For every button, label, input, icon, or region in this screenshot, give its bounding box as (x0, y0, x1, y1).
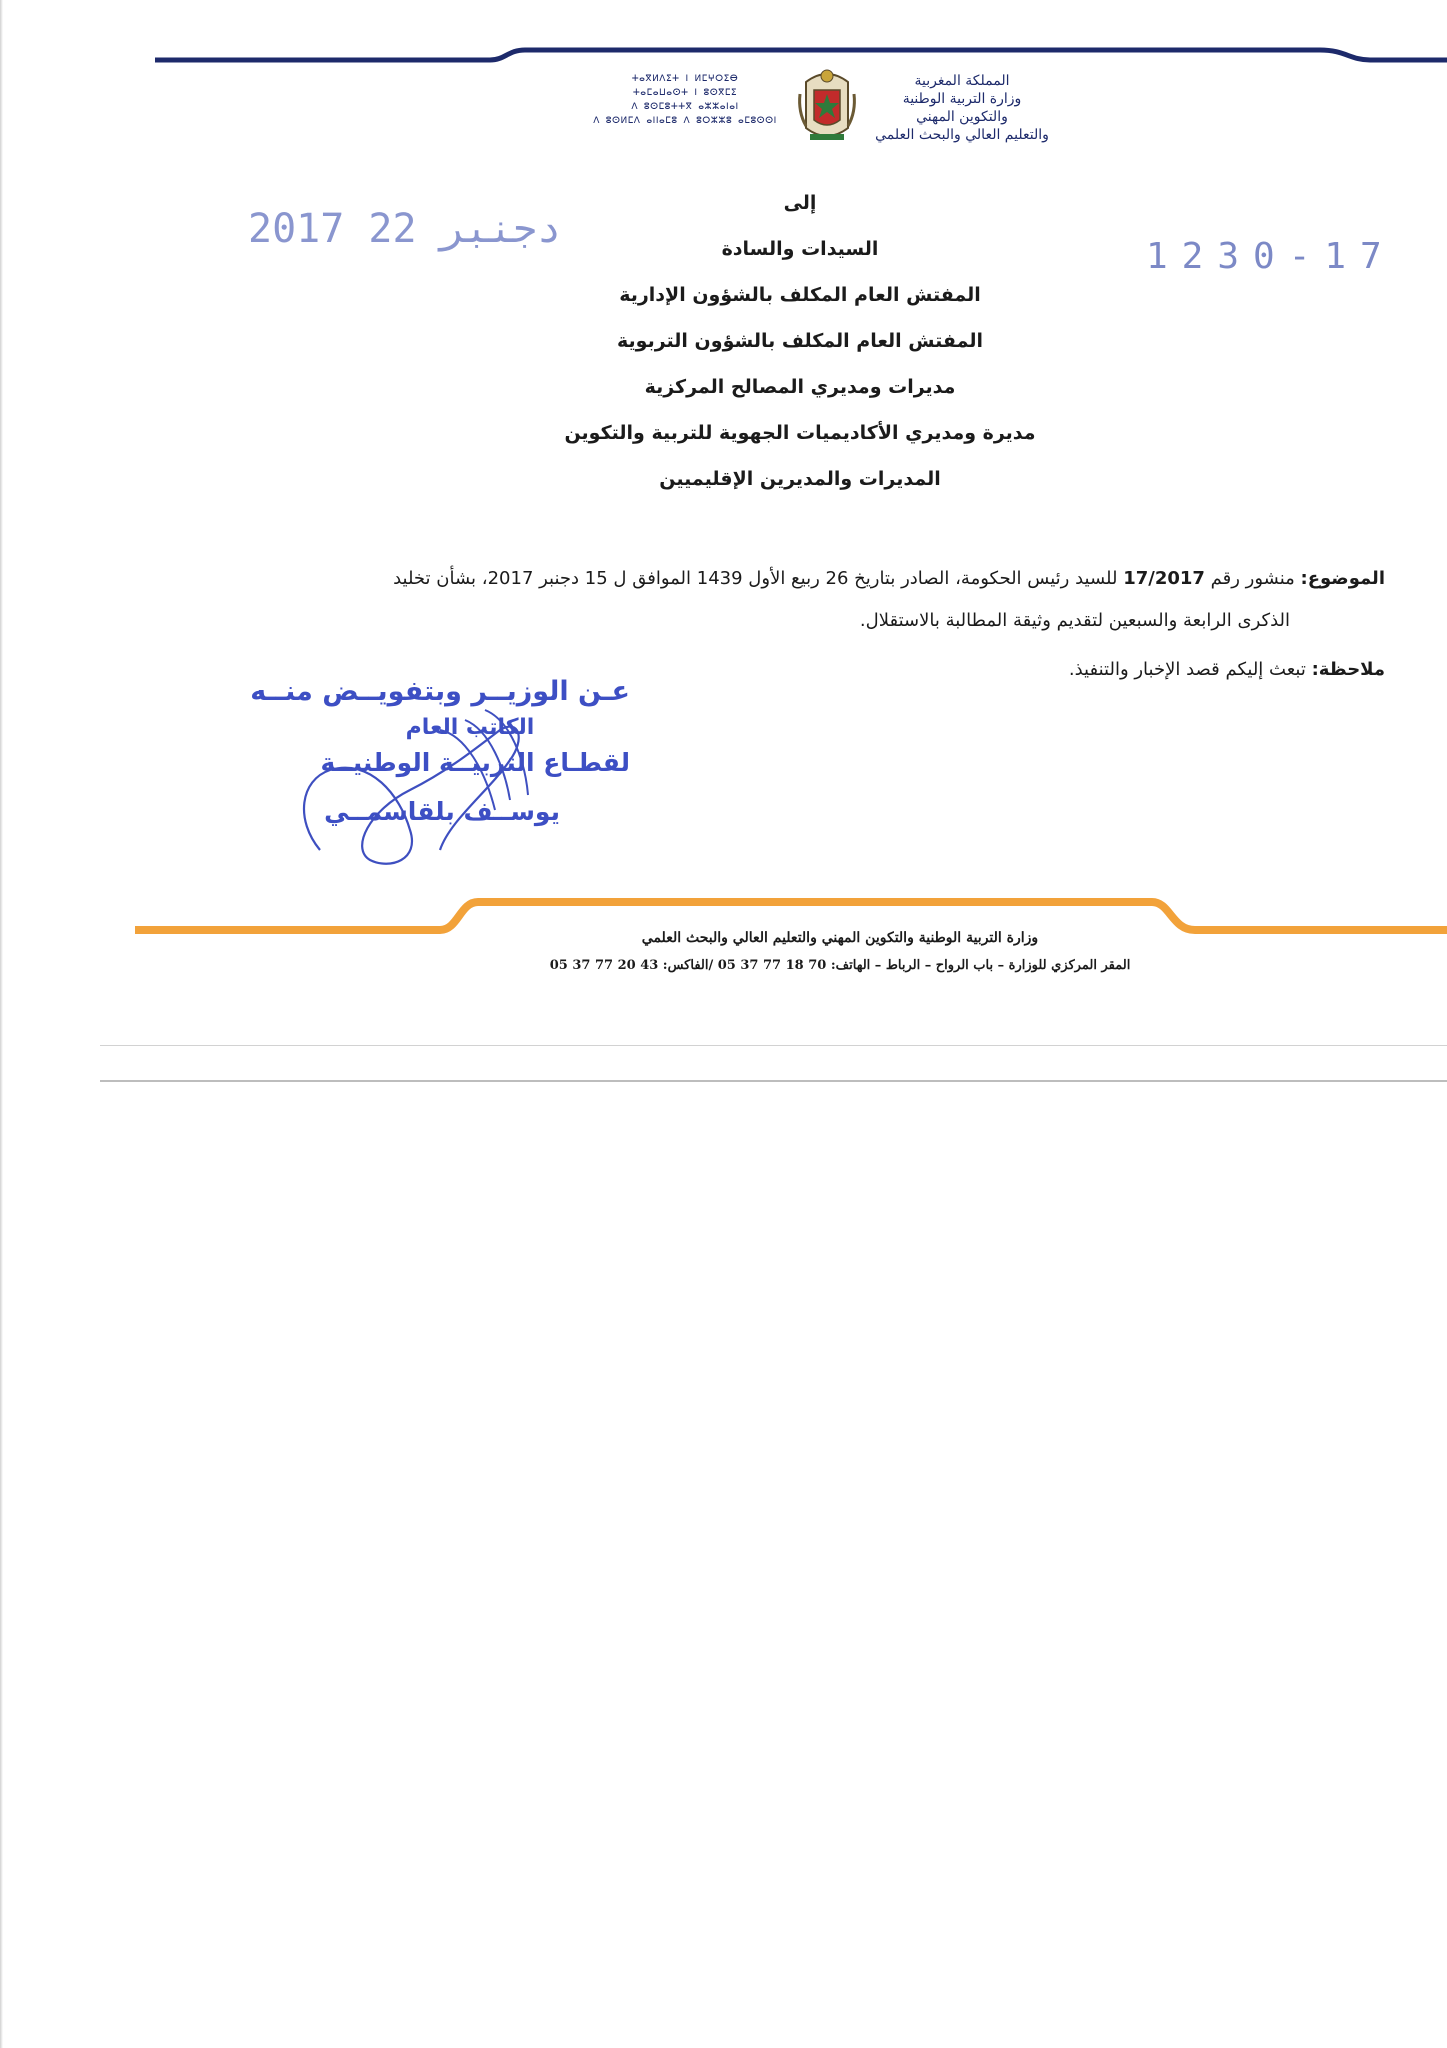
fold-line (100, 1080, 1447, 1082)
footer-address (400, 924, 1280, 980)
recipient-line: المفتش العام المكلف بالشؤون التربوية (617, 330, 983, 352)
signature-line-3: لقطـاع التربيــة الوطنيــة (320, 748, 630, 777)
recipients-block (420, 180, 1180, 502)
tifinagh-line: ⵜⴰⵎⴰⵡⴰⵙⵜ ⵏ ⵓⵙⴳⵎⵉ (632, 88, 738, 98)
signature-line-4: يوســف بلقاسمــي (324, 797, 560, 826)
scan-edge (0, 0, 3, 2048)
footer-contact: المقر المركزي للوزارة – باب الرواح – الرباط – الهاتف: 70 18 77 37 05 /الفاكس: 43 20 77 37 05 (549, 958, 1131, 973)
subject-prefix: منشور رقم (1210, 568, 1295, 589)
handwritten-signature (290, 700, 650, 880)
signature-line-2: الكاتب العام (405, 715, 535, 740)
tifinagh-line: ⴷ ⵓⵙⵍⵎⴷ ⴰⵏⵏⴰⵎⵓ ⴷ ⵓⵔⵣⵣⵓ ⴰⵎⵓⵙⵙⵏ (593, 116, 777, 126)
recipient-line: السيدات والسادة (721, 238, 879, 260)
coat-of-arms-icon (796, 64, 858, 146)
tifinagh-line: ⴷ ⵓⵙⵎⵓⵜⵜⴳ ⴰⵣⵣⴰⵏⴰⵏ (631, 102, 739, 112)
arabic-heading (862, 72, 1062, 144)
recipient-line: مديرة ومديري الأكاديميات الجهوية للتربية والتكوين (564, 422, 1036, 444)
arabic-heading-line: وزارة التربية الوطنية (902, 91, 1022, 107)
subject-label: الموضوع: (1300, 568, 1385, 589)
subject-text-1: للسيد رئيس الحكومة، الصادر بتاريخ 26 ربيع الأول 1439 الموافق ل 15 دجنبر 2017، بشأن تخليد (393, 568, 1118, 589)
tifinagh-heading (580, 72, 790, 128)
recipient-line: المفتش العام المكلف بالشؤون الإدارية (619, 284, 981, 306)
recipient-line: مديرات ومديري المصالح المركزية (644, 376, 956, 398)
to-label: إلى (783, 192, 817, 214)
arabic-heading-line: والتعليم العالي والبحث العلمي (875, 127, 1049, 143)
arabic-heading-line: والتكوين المهني (916, 109, 1008, 125)
note-text: تبعث إليكم قصد الإخبار والتنفيذ. (1068, 659, 1306, 680)
subject-line-1 (200, 558, 1385, 600)
signature-line-1: عـن الوزيــر وبتفويــض منــه (250, 676, 630, 707)
note-label: ملاحظة: (1311, 659, 1385, 680)
recipient-line: المديرات والمديرين الإقليميين (659, 468, 941, 490)
subject-paragraph (200, 558, 1385, 642)
date-stamp: 2017 دجنبر 22 (248, 206, 562, 252)
footer-ministry: وزارة التربية الوطنية والتكوين المهني والتعليم العالي والبحث العلمي (641, 930, 1039, 946)
tifinagh-line: ⵜⴰⴳⵍⴷⵉⵜ ⵏ ⵍⵎⵖⵔⵉⴱ (631, 74, 739, 84)
reference-number-stamp: 1230-17 (1146, 236, 1396, 277)
subject-line-2 (200, 600, 1385, 642)
fold-line (100, 1045, 1447, 1046)
circular-number: 17/2017 (1123, 568, 1205, 589)
subject-text-2: الذكرى الرابعة والسبعين لتقديم وثيقة المطالبة بالاستقلال. (859, 610, 1290, 631)
letterhead (0, 0, 1447, 180)
arabic-heading-line: المملكة المغربية (914, 73, 1010, 89)
